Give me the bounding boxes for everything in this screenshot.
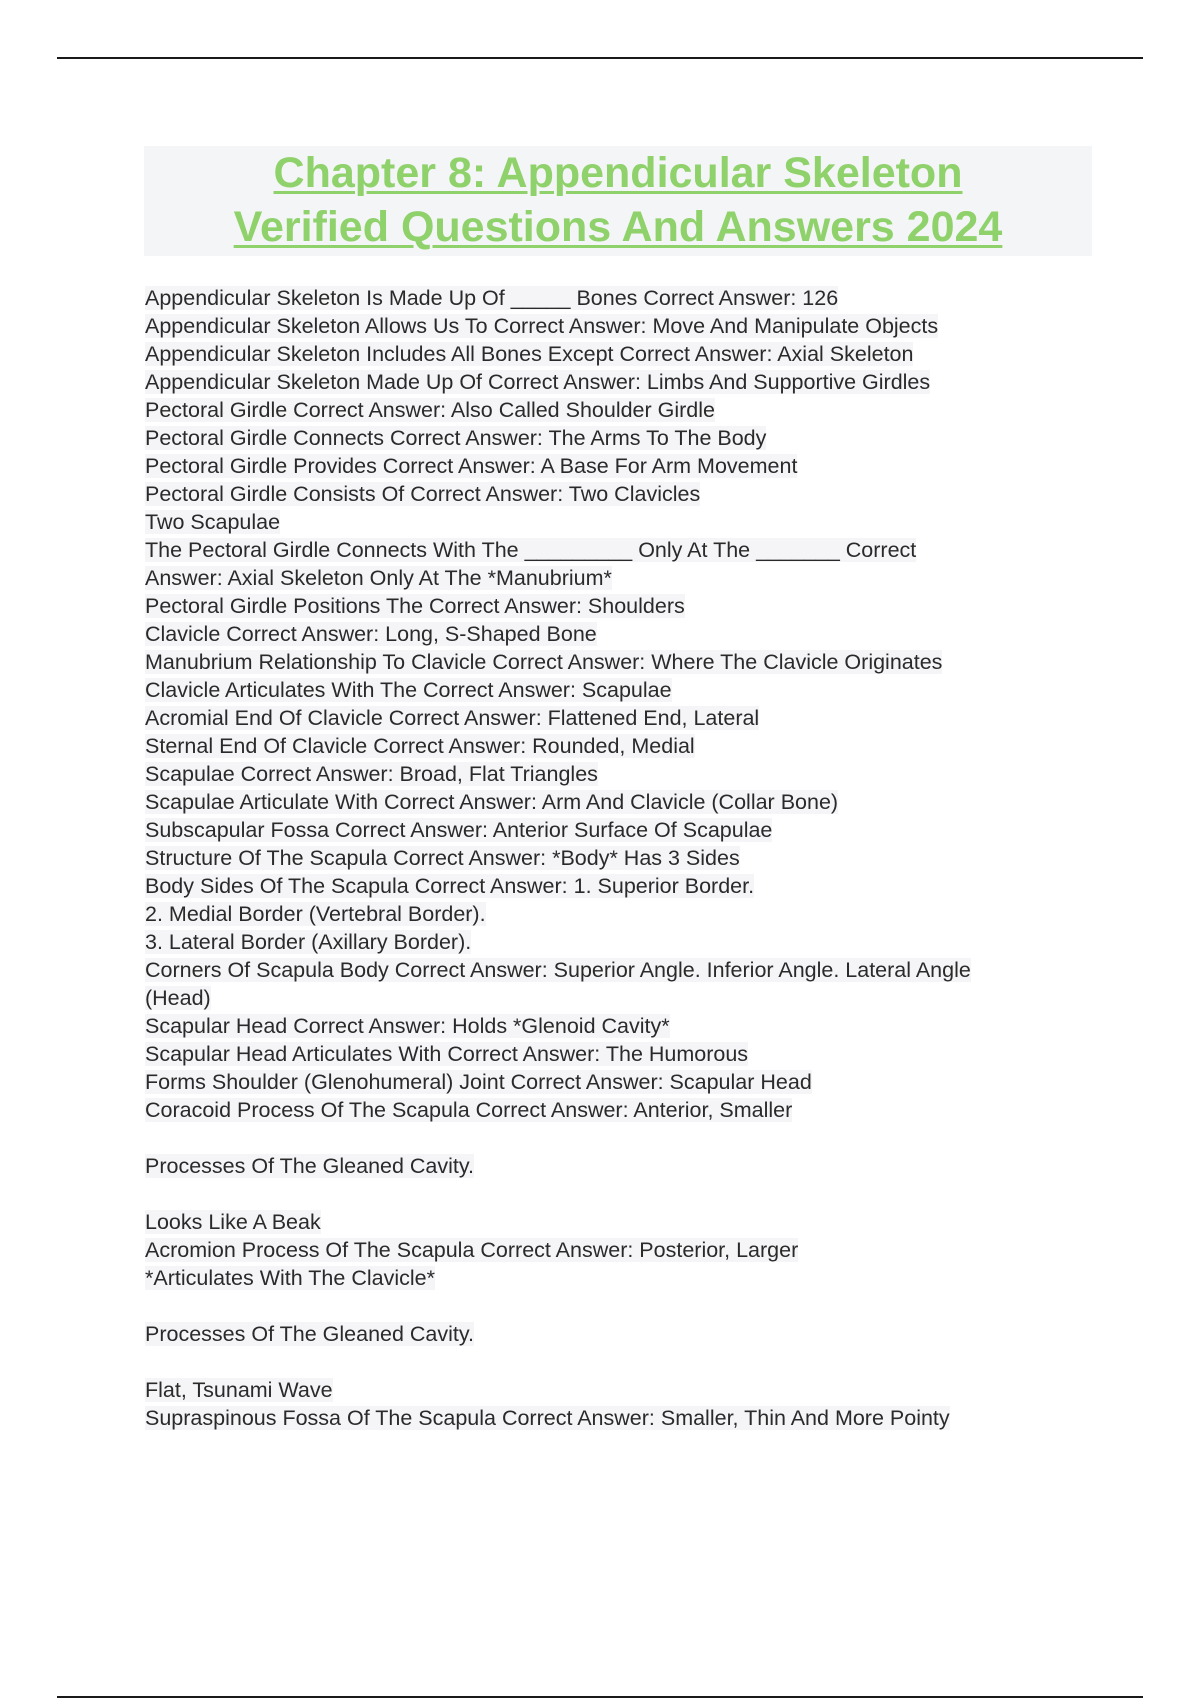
text-line <box>145 536 1145 564</box>
text-line <box>145 872 1145 900</box>
text-line-content: Answer: Axial Skeleton Only At The *Manubrium* <box>145 566 612 590</box>
text-line <box>145 816 1145 844</box>
text-line <box>145 1236 1145 1264</box>
text-line <box>145 844 1145 872</box>
text-line-content: Clavicle Correct Answer: Long, S-Shaped Bone <box>145 622 597 646</box>
title-text-1: Chapter 8: Appendicular Skeleton <box>273 149 963 197</box>
text-line-content: Flat, Tsunami Wave <box>145 1378 333 1402</box>
title-line-2 <box>144 200 1092 254</box>
text-line-content: Appendicular Skeleton Includes All Bones Except Correct Answer: Axial Skeleton <box>145 342 914 366</box>
text-line-content: Sternal End Of Clavicle Correct Answer: Rounded, Medial <box>145 734 695 758</box>
text-line <box>145 396 1145 424</box>
text-line <box>145 900 1145 928</box>
text-line <box>145 1152 1145 1180</box>
text-line-content: Processes Of The Gleaned Cavity. <box>145 1322 475 1346</box>
text-line-content: Acromial End Of Clavicle Correct Answer: Flattened End, Lateral <box>145 706 760 730</box>
text-line <box>145 788 1145 816</box>
text-line-content: Pectoral Girdle Consists Of Correct Answer: Two Clavicles <box>145 482 701 506</box>
text-line <box>145 760 1145 788</box>
blank-line <box>145 1348 1145 1376</box>
title-line-1 <box>144 146 1092 200</box>
text-line <box>145 1376 1145 1404</box>
text-line <box>145 368 1145 396</box>
text-line-content: Scapular Head Correct Answer: Holds *Glenoid Cavity* <box>145 1014 670 1038</box>
text-line <box>145 312 1145 340</box>
text-line-content: (Head) <box>145 986 211 1010</box>
text-line-content: Subscapular Fossa Correct Answer: Anterior Surface Of Scapulae <box>145 818 773 842</box>
text-line-content: Pectoral Girdle Correct Answer: Also Called Shoulder Girdle <box>145 398 716 422</box>
text-line-content: Body Sides Of The Scapula Correct Answer: 1. Superior Border. <box>145 874 755 898</box>
text-line-content: Appendicular Skeleton Made Up Of Correct Answer: Limbs And Supportive Girdles <box>145 370 931 394</box>
text-line <box>145 508 1145 536</box>
text-line-content: The Pectoral Girdle Connects With The _________ Only At The _______ Correct <box>145 538 917 562</box>
text-line-content: Acromion Process Of The Scapula Correct Answer: Posterior, Larger <box>145 1238 799 1262</box>
blank-line <box>145 1292 1145 1320</box>
text-line-content: Appendicular Skeleton Allows Us To Correct Answer: Move And Manipulate Objects <box>145 314 939 338</box>
text-line <box>145 928 1145 956</box>
text-line <box>145 340 1145 368</box>
text-line <box>145 732 1145 760</box>
text-line-content: *Articulates With The Clavicle* <box>145 1266 435 1290</box>
text-line-content: Forms Shoulder (Glenohumeral) Joint Correct Answer: Scapular Head <box>145 1070 812 1094</box>
text-line-content: Pectoral Girdle Connects Correct Answer: The Arms To The Body <box>145 426 767 450</box>
text-line-content: Scapulae Articulate With Correct Answer: Arm And Clavicle (Collar Bone) <box>145 790 839 814</box>
text-line-content: Manubrium Relationship To Clavicle Correct Answer: Where The Clavicle Originates <box>145 650 943 674</box>
text-line-content: Structure Of The Scapula Correct Answer: *Body* Has 3 Sides <box>145 846 740 870</box>
text-line <box>145 592 1145 620</box>
text-line-content: Scapulae Correct Answer: Broad, Flat Triangles <box>145 762 598 786</box>
text-line <box>145 1320 1145 1348</box>
text-line <box>145 648 1145 676</box>
footer-rule <box>57 1696 1143 1698</box>
text-line <box>145 1096 1145 1124</box>
text-line <box>145 1012 1145 1040</box>
text-line <box>145 1404 1145 1432</box>
title-banner <box>144 146 1092 256</box>
text-line <box>145 956 1145 984</box>
text-line <box>145 984 1145 1012</box>
text-line <box>145 704 1145 732</box>
text-line-content: Scapular Head Articulates With Correct Answer: The Humorous <box>145 1042 749 1066</box>
text-line-content: Pectoral Girdle Provides Correct Answer: A Base For Arm Movement <box>145 454 798 478</box>
text-line-content: 2. Medial Border (Vertebral Border). <box>145 902 486 926</box>
text-line-content: Coracoid Process Of The Scapula Correct Answer: Anterior, Smaller <box>145 1098 793 1122</box>
text-line <box>145 620 1145 648</box>
header-rule <box>57 57 1143 59</box>
text-line-content: Two Scapulae <box>145 510 281 534</box>
text-line <box>145 1208 1145 1236</box>
blank-line <box>145 1124 1145 1152</box>
text-line-content: Supraspinous Fossa Of The Scapula Correct Answer: Smaller, Thin And More Pointy <box>145 1406 950 1430</box>
text-line <box>145 424 1145 452</box>
text-line-content: Pectoral Girdle Positions The Correct Answer: Shoulders <box>145 594 685 618</box>
question-answer-list <box>145 284 1145 1432</box>
text-line-content: Looks Like A Beak <box>145 1210 321 1234</box>
text-line <box>145 564 1145 592</box>
text-line-content: Clavicle Articulates With The Correct Answer: Scapulae <box>145 678 672 702</box>
text-line <box>145 284 1145 312</box>
text-line <box>145 1040 1145 1068</box>
text-line <box>145 1264 1145 1292</box>
text-line <box>145 1068 1145 1096</box>
title-text-2: Verified Questions And Answers 2024 <box>233 203 1003 251</box>
text-line <box>145 452 1145 480</box>
text-line-content: Corners Of Scapula Body Correct Answer: Superior Angle. Inferior Angle. Lateral Angle <box>145 958 971 982</box>
text-line <box>145 676 1145 704</box>
blank-line <box>145 1180 1145 1208</box>
text-line-content: Appendicular Skeleton Is Made Up Of _____ Bones Correct Answer: 126 <box>145 286 839 310</box>
text-line <box>145 480 1145 508</box>
text-line-content: 3. Lateral Border (Axillary Border). <box>145 930 472 954</box>
text-line-content: Processes Of The Gleaned Cavity. <box>145 1154 475 1178</box>
